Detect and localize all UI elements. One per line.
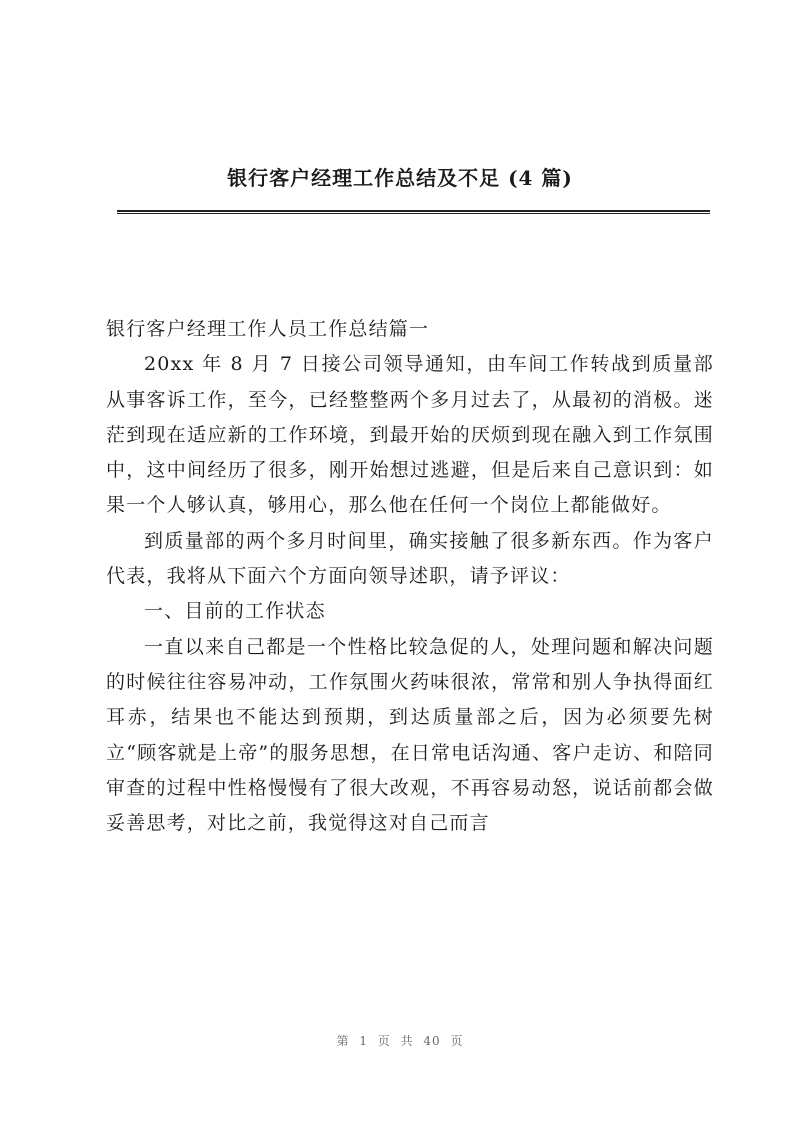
paragraph: 20xx 年 8 月 7 日接公司领导通知，由车间工作转战到质量部从事客诉工作，至今，已经整整两个多月过去了，从最初的消极。迷茫到现在适应新的工作环境，到最开始的厌烦到现在融入到工作氛围中，这中间经历了很多，刚开始想过逃避，但是后来自己意识到：如果一个人够认真，够用心，那么他在任何一个岗位上都能做好。 bbox=[106, 353, 714, 517]
section-heading: 银行客户经理工作人员工作总结篇一 bbox=[106, 318, 430, 340]
title-divider bbox=[117, 210, 710, 214]
paragraph: 到质量部的两个多月时间里，确实接触了很多新东西。作为客户代表，我将从下面六个方面向领导述职，请予评议： bbox=[106, 529, 714, 588]
subsection-heading: 一、目前的工作状态 bbox=[144, 600, 326, 623]
paragraph: 一直以来自己都是一个性格比较急促的人，处理问题和解决问题的时候往往容易冲动，工作氛围火药味很浓，常常和别人争执得面红耳赤，结果也不能达到预期，到达质量部之后，因为必须要先树立“顾客就是上帝”的服务思想，在日常电话沟通、客户走访、和陪同审查的过程中性格慢慢有了很大改观，不再容易动怒，说话前都会做妥善思考，对比之前，我觉得这对自己而言 bbox=[106, 635, 714, 835]
page-number: 第 1 页 共 40 页 bbox=[336, 1034, 464, 1048]
document-body bbox=[106, 312, 714, 841]
document-title: 银行客户经理工作总结及不足 (4 篇) bbox=[227, 166, 573, 190]
